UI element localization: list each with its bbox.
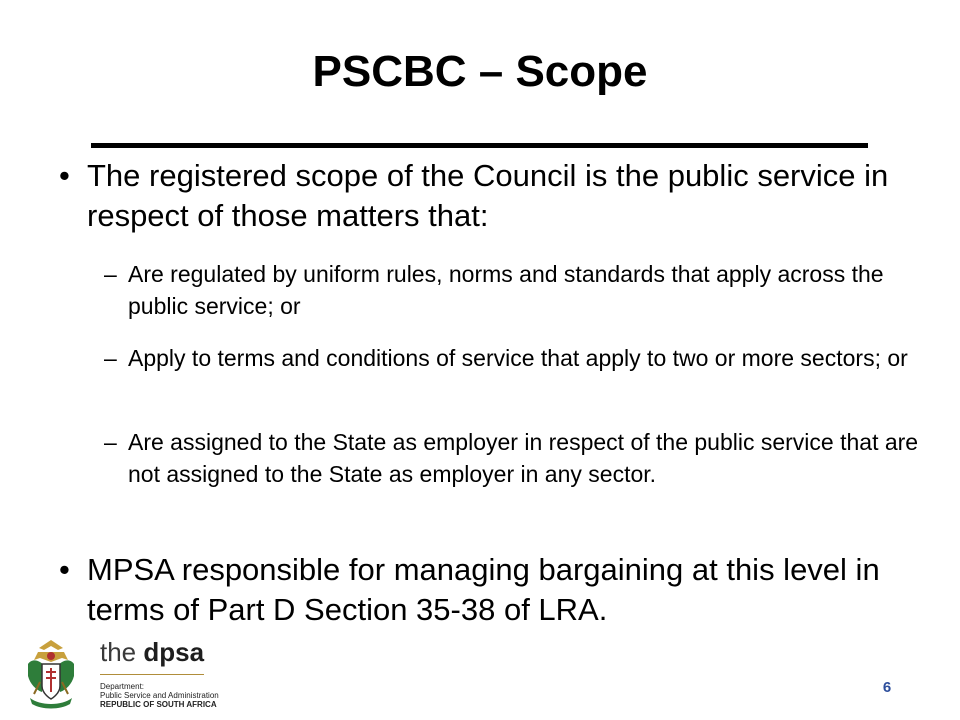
bullet-marker: • — [59, 552, 70, 587]
bullet-text: The registered scope of the Council is the public service in respect of those matters that: — [87, 158, 889, 233]
logo-name: dpsa — [143, 637, 205, 667]
bullet-item — [59, 156, 929, 236]
sub-bullet-marker: – — [104, 261, 117, 287]
bullet-text: MPSA responsible for managing bargaining at this level in terms of Part D Section 35-38 of LRA. — [87, 552, 880, 627]
sub-bullet-marker: – — [104, 429, 117, 455]
department-name: Public Service and Administration — [100, 691, 219, 700]
dpsa-wordmark — [100, 637, 204, 667]
sub-bullet-text: Are regulated by uniform rules, norms and standards that apply across the public service; or — [128, 261, 884, 319]
coat-of-arms-icon — [18, 636, 84, 712]
bullet-marker: • — [59, 158, 70, 193]
sub-bullet-item — [104, 258, 940, 322]
logo-prefix: the — [100, 637, 137, 667]
department-label: Department: — [100, 682, 145, 691]
sub-bullet-marker: – — [104, 345, 117, 371]
logo-divider — [100, 674, 204, 675]
slide-title: PSCBC – Scope — [312, 47, 648, 96]
bullet-item — [59, 550, 929, 630]
sub-bullet-text: Are assigned to the State as employer in respect of the public service that are not assigned to the State as employer in any sector. — [128, 429, 919, 487]
sub-bullet-item — [104, 426, 940, 490]
sub-bullet-item — [104, 342, 940, 374]
dpsa-logo — [18, 636, 218, 712]
page-number: 6 — [882, 679, 892, 696]
country-name: REPUBLIC OF SOUTH AFRICA — [100, 700, 217, 709]
sub-bullet-text: Apply to terms and conditions of service that apply to two or more sectors; or — [128, 345, 908, 371]
